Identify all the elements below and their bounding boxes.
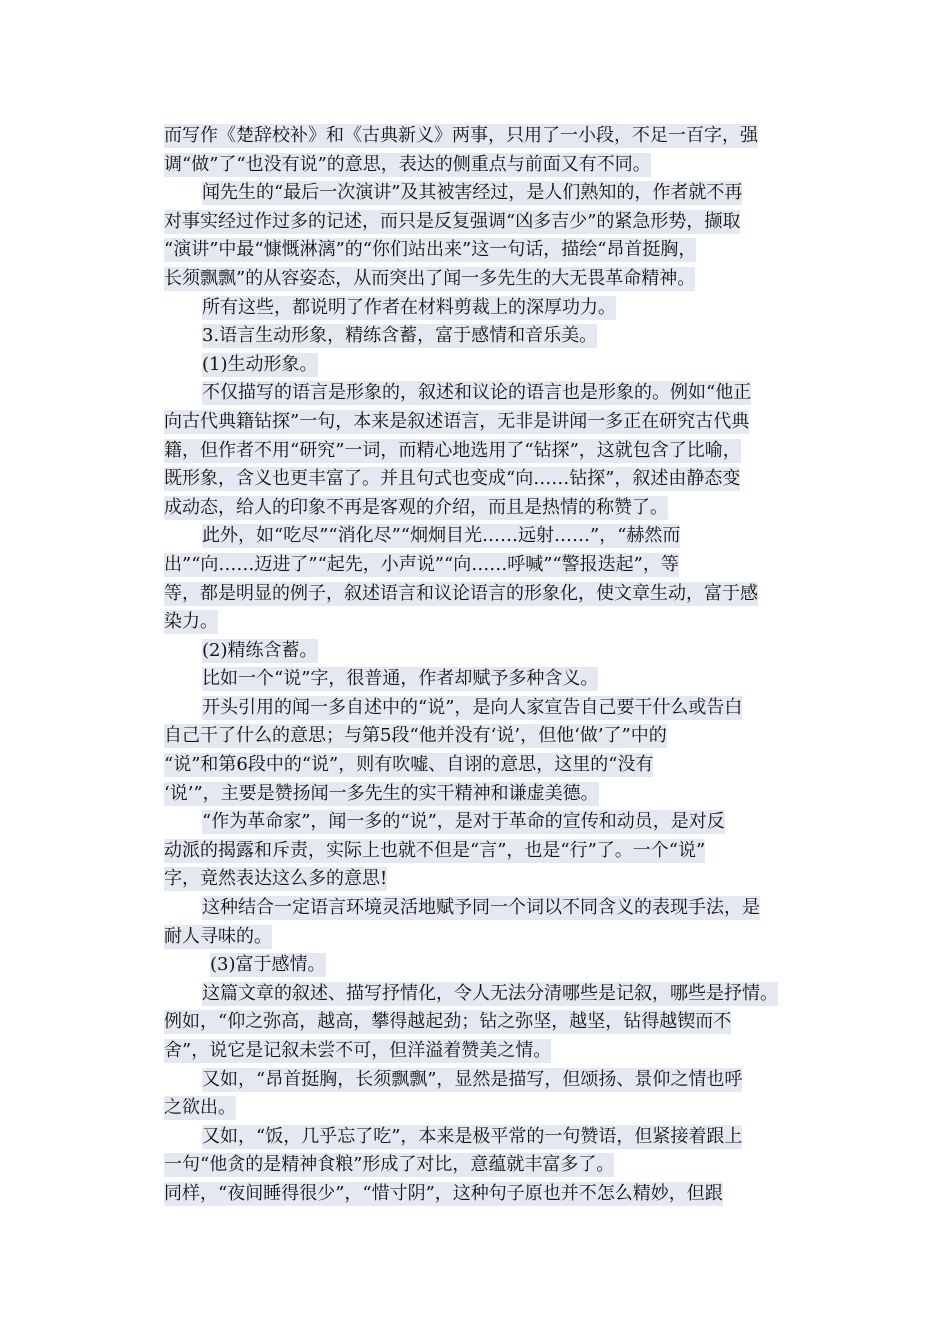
text-line [164, 465, 834, 494]
text-line [164, 808, 834, 837]
text-line-content: 耐人寻味的。 [164, 925, 272, 947]
text-line [164, 665, 834, 694]
text-line-content: 自己干了什么的意思；与第5段“他并没有‘说’，但他‘做’了”中的 [164, 725, 667, 747]
text-line [164, 722, 834, 751]
text-line [164, 1151, 834, 1180]
text-line [164, 437, 834, 466]
text-line [164, 1066, 834, 1095]
text-line [164, 694, 834, 723]
text-line [164, 179, 834, 208]
text-line-content: 既形象，含义也更丰富了。并且句式也变成“向……钻探”，叙述由静态变 [164, 468, 741, 490]
text-line-content: 舍”，说它是记叙未尝不可，但洋溢着赞美之情。 [164, 1040, 552, 1061]
text-line-content: 字，竟然表达这么多的意思! [164, 868, 388, 890]
text-line-content: 动派的揭露和斥责，实际上也就不但是“言”，也是“行”了。一个“说” [164, 839, 706, 861]
text-line [164, 637, 834, 666]
text-line [164, 751, 834, 780]
text-line-content: “演讲”中最“慷慨淋漓”的“你们站出来”这一句话，描绘“昂首挺胸， [164, 239, 697, 261]
text-line-content: 所有这些，都说明了作者在材料剪裁上的深厚功力。 [202, 296, 616, 318]
text-line [164, 980, 834, 1009]
text-line-content: 闻先生的“最后一次演讲”及其被害经过，是人们熟知的，作者就不再 [202, 182, 743, 204]
text-line [164, 294, 834, 323]
text-line [164, 408, 834, 437]
text-line [164, 379, 834, 408]
text-line-content: 又如，“饭，几乎忘了吃”，本来是极平常的一句赞语，但紧接着跟上 [202, 1125, 743, 1147]
text-line-content: 籍，但作者不用“研究”一词，而精心地选用了“钻探”，这就包含了比喻， [164, 439, 741, 461]
text-line-content: 对事实经过作过多的记述，而只是反复强调“凶多吉少”的紧急形势，撷取 [164, 210, 741, 232]
text-line [164, 351, 834, 380]
text-line-content: “说”和第6段中的“说”，则有吹嘘、自诩的意思，这里的“没有 [164, 754, 654, 776]
text-line-content: “作为革命家”，闻一多的“说”，是对于革命的宣传和动员，是对反 [202, 811, 725, 833]
text-line-content: 此外，如“吃尽”“消化尽”“炯炯目光……远射……”，“赫然而 [202, 525, 681, 547]
text-line-content: 开头引用的闻一多自述中的“说”，是向人家宣告自己要干什么或告白 [202, 696, 743, 718]
text-line-content: 长须飘飘”的从容姿态，从而突出了闻一多先生的大无畏革命精神。 [164, 267, 696, 289]
text-line [164, 151, 834, 180]
text-line-content: 例如，“仰之弥高，越高，攀得越起劲；钻之弥坚，越坚，钻得越锲而不 [164, 1011, 732, 1033]
text-line-content: 向古代典籍钻探”一句，本来是叙述语言，无非是讲闻一多正在研究古代典 [164, 410, 750, 432]
text-line [164, 494, 834, 523]
text-line-content: 出”“向……迈进了”“起先，小声说”“向……呼喊”“警报迭起”，等 [164, 553, 679, 575]
text-line [164, 1180, 834, 1209]
text-line [164, 1123, 834, 1152]
text-line-content: 比如一个“说”字，很普通，作者却赋予多种含义。 [202, 668, 599, 690]
text-line-content: 染力。 [164, 611, 218, 633]
text-line-content: 调“做”了“也没有说”的意思，表达的侧重点与前面又有不同。 [164, 153, 651, 175]
text-line-content: ‘说’”，主要是赞扬闻一多先生的实干精神和谦虚美德。 [164, 782, 599, 804]
document-body [164, 122, 834, 1209]
text-line [164, 1037, 834, 1066]
text-line [164, 322, 834, 351]
text-line [164, 837, 834, 866]
text-line [164, 551, 834, 580]
text-line-content: 不仅描写的语言是形象的，叙述和议论的语言也是形象的。例如“他正 [202, 382, 752, 404]
text-line [164, 780, 834, 809]
text-line-content: 成动态，给人的印象不再是客观的介绍，而且是热情的称赞了。 [164, 496, 668, 518]
text-line [164, 1008, 834, 1037]
text-line-content: 之欲出。 [164, 1097, 236, 1119]
text-line-content: (3)富于感情。 [210, 954, 326, 976]
text-line-content: 一句“他贪的是精神食粮”形成了对比，意蕴就丰富多了。 [164, 1154, 615, 1176]
text-line [164, 522, 834, 551]
text-line [164, 951, 834, 980]
text-line-content: 同样，“夜间睡得很少”，“惜寸阴”，这种句子原也并不怎么精妙，但跟 [164, 1182, 723, 1204]
text-line [164, 580, 834, 609]
text-line [164, 894, 834, 923]
text-line [164, 1094, 834, 1123]
text-line [164, 608, 834, 637]
text-line [164, 865, 834, 894]
text-line [164, 208, 834, 237]
text-line [164, 923, 834, 952]
text-line [164, 122, 834, 151]
text-line-content: 3.语言生动形象，精练含蓄，富于感情和音乐美。 [202, 325, 598, 347]
text-line-content: (1)生动形象。 [202, 353, 318, 375]
text-line-content: 而写作《楚辞校补》和《古典新义》两事，只用了一小段，不足一百字，强 [164, 125, 758, 146]
text-line-content: 等，都是明显的例子，叙述语言和议论语言的形象化，使文章生动，富于感 [164, 582, 758, 604]
text-line-content: 又如，“昂首挺胸，长须飘飘”，显然是描写，但颂扬、景仰之情也呼 [202, 1068, 743, 1090]
text-line-content: 这篇文章的叙述、描写抒情化，令人无法分清哪些是记叙，哪些是抒情。 [202, 982, 778, 1004]
text-line [164, 265, 834, 294]
text-line-content: 这种结合一定语言环境灵活地赋予同一个词以不同含义的表现手法，是 [202, 897, 760, 919]
text-line [164, 236, 834, 265]
text-line-content: (2)精练含蓄。 [202, 639, 318, 661]
